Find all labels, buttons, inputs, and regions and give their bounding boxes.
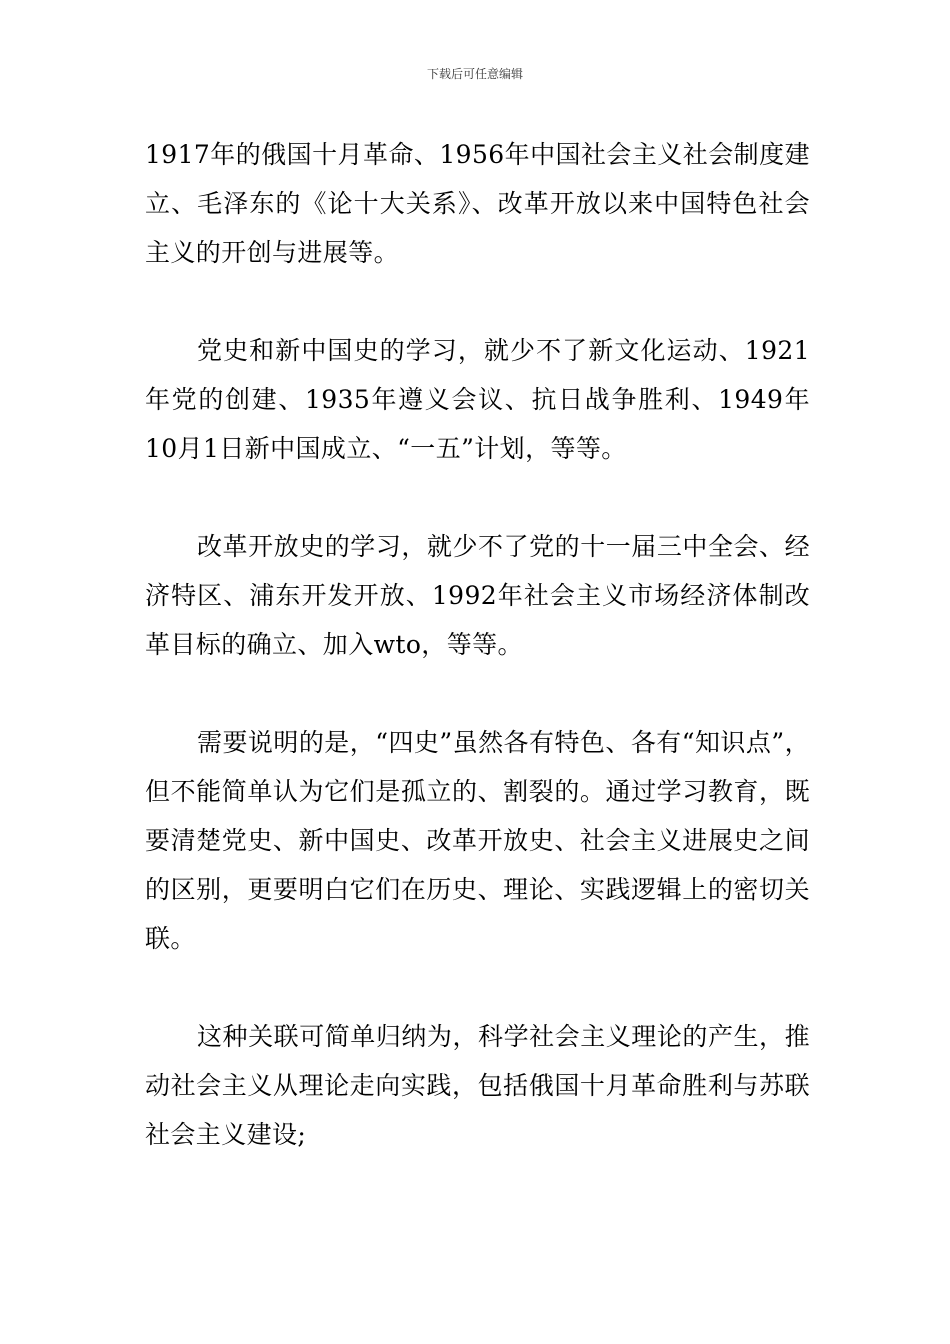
paragraph-3: 改革开放史的学习，就少不了党的十一届三中全会、经济特区、浦东开发开放、1992年社会主义市场经济体制改革目标的确立、加入wto，等等。	[145, 532, 810, 659]
document-body	[145, 130, 810, 1208]
paragraph-2: 党史和新中国史的学习，就少不了新文化运动、1921年党的创建、1935年遵义会议、抗日战争胜利、1949年10月1日新中国成立、“一五”计划，等等。	[145, 336, 810, 463]
header-note: 下载后可任意编辑	[426, 67, 523, 81]
paragraph-5: 这种关联可简单归纳为，科学社会主义理论的产生，推动社会主义从理论走向实践，包括俄国十月革命胜利与苏联社会主义建设;	[145, 1022, 810, 1149]
paragraph-1: 1917年的俄国十月革命、1956年中国社会主义社会制度建立、毛泽东的《论十大关系》、改革开放以来中国特色社会主义的开创与进展等。	[145, 140, 810, 267]
paragraph-4: 需要说明的是，“四史”虽然各有特色、各有“知识点”，但不能简单认为它们是孤立的、割裂的。通过学习教育，既要清楚党史、新中国史、改革开放史、社会主义进展史之间的区别，更要明白它们在历史、理论、实践逻辑上的密切关联。	[145, 728, 810, 953]
